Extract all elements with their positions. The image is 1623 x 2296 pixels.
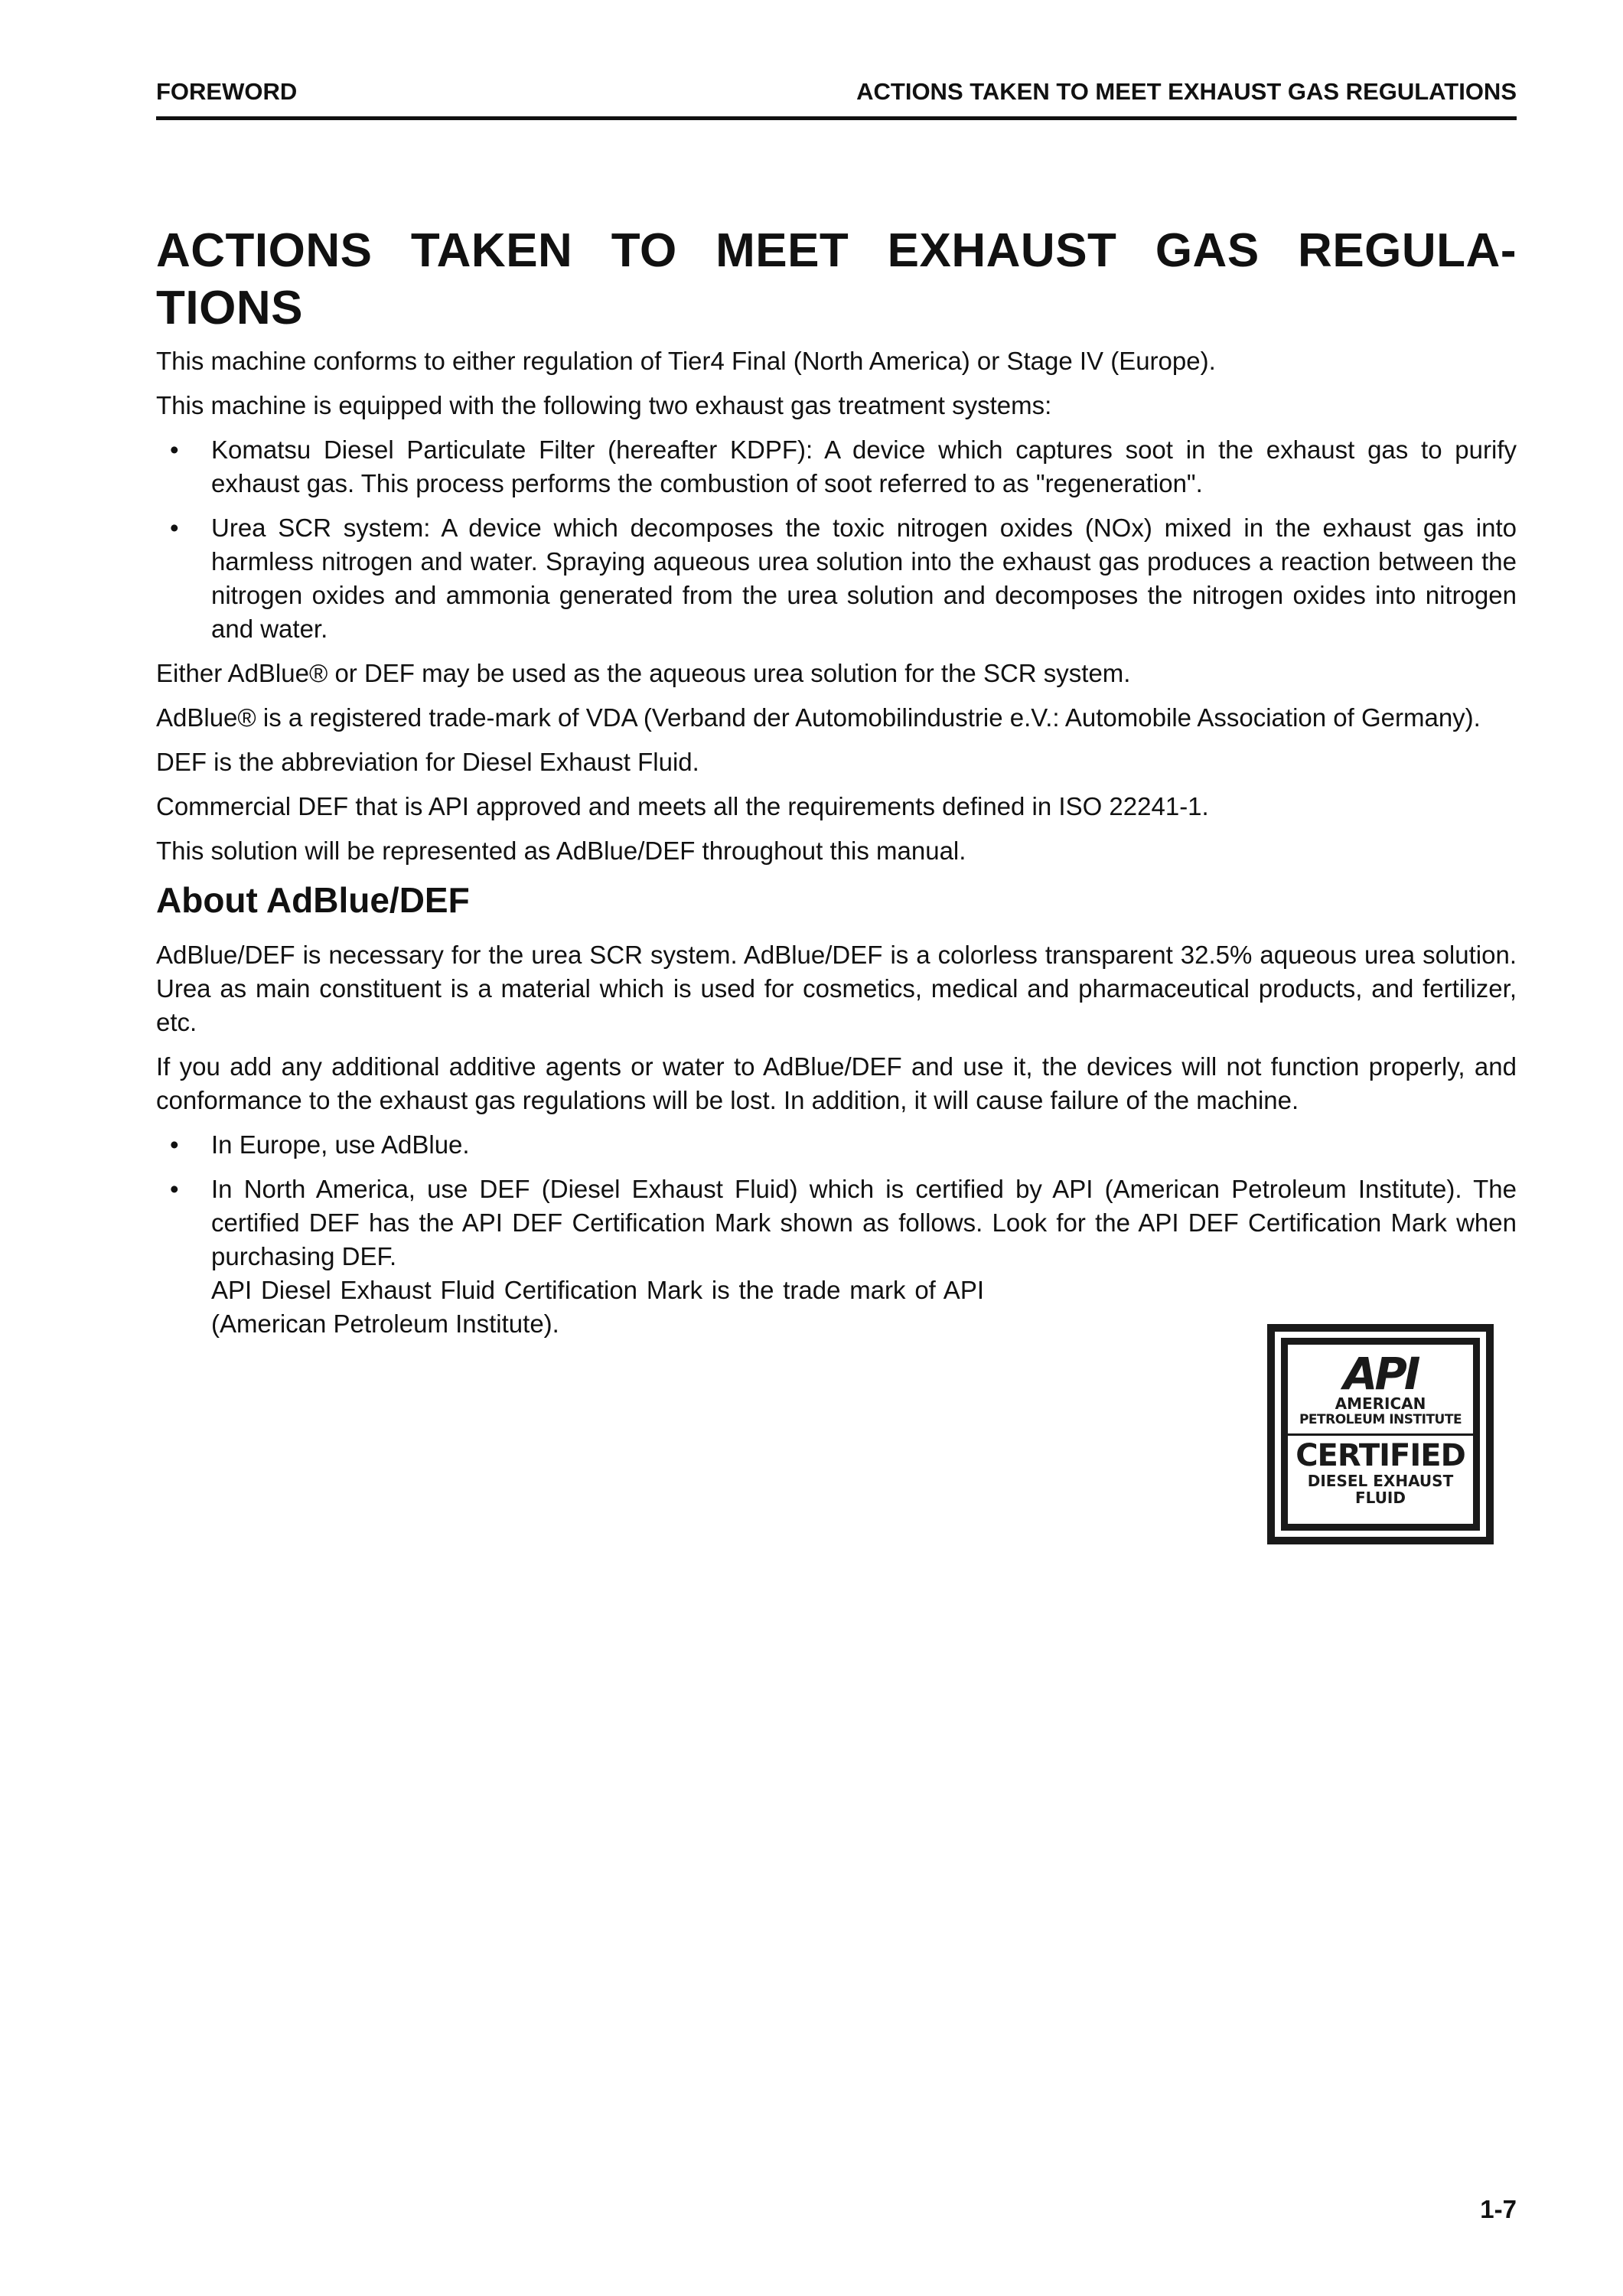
api-certification-mark bbox=[1267, 1324, 1494, 1544]
document-page bbox=[156, 0, 1517, 2296]
treatment-systems-list bbox=[156, 433, 1517, 646]
title-word: REGULA- bbox=[1298, 224, 1517, 277]
api-logo: API bbox=[1343, 1348, 1418, 1400]
title-word: TO bbox=[611, 224, 677, 277]
title-word: ACTIONS bbox=[156, 224, 373, 277]
api-desc-line-1: DIESEL EXHAUST bbox=[1307, 1472, 1454, 1490]
api-desc-line-2: FLUID bbox=[1355, 1489, 1406, 1507]
body-paragraph: AdBlue® is a registered trade-mark of VDA (Verband der Automobilindustrie e.V.: Automobile Association of Germany). bbox=[156, 703, 1481, 732]
header-rule bbox=[156, 116, 1517, 120]
body-paragraph: Commercial DEF that is API approved and meets all the requirements defined in ISO 22241-1. bbox=[156, 792, 1209, 820]
header-section-label: FOREWORD bbox=[156, 78, 298, 105]
list-item bbox=[156, 433, 1517, 501]
running-header bbox=[156, 77, 1517, 107]
list-item-text: In Europe, use AdBlue. bbox=[211, 1130, 470, 1159]
api-mark-frame bbox=[1275, 1332, 1486, 1537]
header-chapter-title: ACTIONS TAKEN TO MEET EXHAUST GAS REGULATIONS bbox=[856, 78, 1517, 105]
title-word: MEET bbox=[715, 224, 849, 277]
body-paragraph: This solution will be represented as AdBlue/DEF throughout this manual. bbox=[156, 837, 966, 865]
bullet-marker: • bbox=[170, 1130, 179, 1159]
list-item bbox=[156, 1172, 1517, 1341]
title-word: TAKEN bbox=[410, 224, 573, 277]
intro-paragraph: This machine is equipped with the following two exhaust gas treatment systems: bbox=[156, 391, 1052, 419]
api-org-line-1: AMERICAN bbox=[1335, 1394, 1426, 1413]
bullet-marker: • bbox=[170, 1175, 179, 1203]
page-title bbox=[156, 222, 1517, 337]
body-paragraph: Either AdBlue® or DEF may be used as the aqueous urea solution for the SCR system. bbox=[156, 659, 1131, 687]
list-item-text: In North America, use DEF (Diesel Exhaust Fluid) which is certified by API (American Petroleum Institute). The certified DEF has the API DEF Certification Mark shown as follows. Look for the API DEF Certification Mark when purchasing DEF. bbox=[211, 1175, 1517, 1270]
trademark-note: API Diesel Exhaust Fluid Certification Mark is the trade mark of API (American Petroleum Institute). bbox=[211, 1276, 984, 1338]
title-line-1 bbox=[156, 222, 1517, 279]
api-certified-label: CERTIFIED bbox=[1288, 1433, 1473, 1473]
intro-paragraph: This machine conforms to either regulation of Tier4 Final (North America) or Stage IV (Europe). bbox=[156, 347, 1216, 375]
list-item-text: Urea SCR system: A device which decomposes the toxic nitrogen oxides (NOx) mixed in the exhaust gas into harmless nitrogen and water. Spraying aqueous urea solution into the exhaust gas produces a reaction between the nitrogen oxides and ammonia generated from the urea solution and decomposes the nitrogen oxides into nitrogen and water. bbox=[211, 514, 1517, 643]
section-paragraph: AdBlue/DEF is necessary for the urea SCR system. AdBlue/DEF is a colorless transparent 32.5% aqueous urea solution. Urea as main constituent is a material which is used for cosmetics, medical and pharmaceutical products, and fertilizer, etc. bbox=[156, 941, 1517, 1036]
list-item-text: Komatsu Diesel Particulate Filter (hereafter KDPF): A device which captures soot in the exhaust gas to purify exhaust gas. This process performs the combustion of soot referred to as "regeneration". bbox=[211, 435, 1517, 497]
page-number: 1-7 bbox=[1480, 2195, 1517, 2223]
section-paragraph: If you add any additional additive agents or water to AdBlue/DEF and use it, the devices will not function properly, and conformance to the exhaust gas regulations will be lost. In addition, it will cause failure of the machine. bbox=[156, 1052, 1517, 1114]
bullet-marker: • bbox=[170, 514, 179, 542]
main-content bbox=[156, 222, 1517, 1352]
list-item bbox=[156, 1128, 1517, 1162]
body-paragraph: DEF is the abbreviation for Diesel Exhaust Fluid. bbox=[156, 748, 699, 776]
list-item bbox=[156, 511, 1517, 646]
title-line-2: TIONS bbox=[156, 282, 303, 334]
api-org-line-2: PETROLEUM INSTITUTE bbox=[1299, 1412, 1462, 1427]
region-usage-list bbox=[156, 1128, 1517, 1341]
title-word: EXHAUST bbox=[887, 224, 1117, 277]
api-mark-panel bbox=[1286, 1342, 1475, 1526]
title-word: GAS bbox=[1155, 224, 1260, 277]
section-heading: About AdBlue/DEF bbox=[156, 880, 470, 920]
bullet-marker: • bbox=[170, 435, 179, 464]
